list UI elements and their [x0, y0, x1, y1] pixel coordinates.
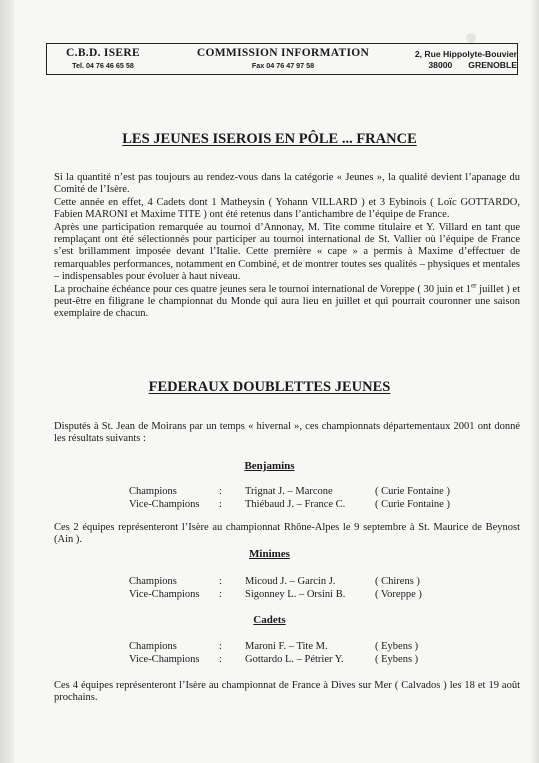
org-phone: Tel. 04 76 46 65 58 — [72, 61, 134, 70]
result-club: ( Curie Fontaine ) — [375, 486, 450, 497]
benjamins-note: Ces 2 équipes représenteront l’Isère au championnat Rhône-Alpes le 9 septembre à St. Maurice de Beynost (Ain ). — [54, 522, 520, 546]
result-team: Micoud J. – Garcin J. — [245, 576, 336, 587]
address-city-line — [395, 60, 517, 70]
paragraph-text: juillet ) et peut-être en filigrane le championnat du Monde qui aura lieu en juillet et qui pourrait couronner une saison exemplaire de chacun. — [54, 283, 521, 320]
paragraph-text: La prochaine échéance pour ces quatre jeunes sera le tournoi international de Voreppe ( 30 juin et 1 — [54, 283, 472, 295]
result-rank: Champions — [129, 486, 177, 497]
result-club: ( Chirens ) — [375, 576, 420, 587]
org-name: C.B.D. ISERE — [66, 47, 140, 59]
article-title-federaux: FEDERAUX DOUBLETTES JEUNES — [148, 379, 391, 395]
address-street: 2, Rue Hippolyte-Bouvier — [414, 49, 517, 59]
result-club: ( Eybens ) — [375, 641, 419, 652]
letterhead-address-block — [395, 47, 517, 70]
paragraph: Si la quantité n’est pas toujours au rendez-vous dans la catégorie « Jeunes », la qualité devient l’apanage du Comité de l’Isère. — [54, 172, 520, 196]
result-team: Gottardo L. – Pétrier Y. — [245, 654, 344, 665]
result-colon: : — [219, 654, 222, 665]
result-colon: : — [219, 486, 222, 497]
result-colon: : — [219, 589, 222, 600]
result-rank: Vice-Champions — [129, 654, 200, 665]
result-colon: : — [219, 499, 222, 510]
result-team: Thiébaud J. – France C. — [245, 499, 346, 510]
result-rank: Champions — [129, 641, 177, 652]
article-title-jeunes: LES JEUNES ISEROIS EN PÔLE ... FRANCE — [122, 131, 417, 147]
commission-name: COMMISSION INFORMATION — [196, 47, 370, 59]
result-rank: Vice-Champions — [129, 589, 200, 600]
category-title-cadets: Cadets — [253, 614, 286, 626]
result-club: ( Curie Fontaine ) — [375, 499, 450, 510]
result-rank: Vice-Champions — [129, 499, 200, 510]
punch-hole-mark — [466, 33, 476, 43]
article-body-jeunes — [54, 172, 520, 321]
paragraph: Cette année en effet, 4 Cadets dont 1 Matheysin ( Yohann VILLARD ) et 3 Eybinois ( Loïc GOTTARDO, Fabien MARONI et Maxime TITE ) ont été retenus dans l’antichambre de l’équipe de France. — [54, 196, 520, 221]
result-team: Trignat J. – Marcone — [245, 486, 333, 497]
result-colon: : — [219, 641, 222, 652]
letterhead — [46, 43, 518, 75]
federaux-intro: Disputés à St. Jean de Moirans par un temps « hivernal », ces championnats départementaux 2001 ont donné les résultats suivants : — [54, 421, 520, 445]
cadets-note: Ces 4 équipes représenteront l’Isère au championnat de France à Dives sur Mer ( Calvados ) les 18 et 19 août prochains. — [54, 680, 520, 704]
category-title-minimes: Minimes — [249, 548, 290, 560]
result-team: Sigonney L. – Orsini B. — [245, 589, 346, 600]
letterhead-commission-block — [173, 47, 393, 70]
address-postcode: 38000 — [428, 60, 453, 70]
result-rank: Champions — [129, 576, 177, 587]
address-city: GRENOBLE — [468, 60, 517, 70]
result-club: ( Voreppe ) — [375, 589, 422, 600]
result-colon: : — [219, 576, 222, 587]
paragraph — [54, 281, 521, 321]
result-team: Maroni F. – Tite M. — [245, 641, 328, 652]
letterhead-org-block — [53, 47, 153, 70]
commission-fax: Fax 04 76 47 97 58 — [251, 61, 315, 70]
category-title-benjamins: Benjamins — [244, 460, 295, 472]
superscript: er — [471, 281, 477, 290]
paragraph: Après une participation remarquée au tournoi d’Annonay, M. Tite comme titulaire et Y. Villard en tant que remplaçant ont été sélectionnés pour participer au tournoi international de St. Vallier où l’équipe de France s’est brillamment imposée devant l’Italie. Cette première « cape » a permis à Maxime d’effectuer de remarquables performances, notamment en Combiné, et de montrer toutes ses qualités – physiques et mentales – indispensables pour évoluer à haut niveau. — [54, 221, 520, 283]
result-club: ( Eybens ) — [375, 654, 419, 665]
